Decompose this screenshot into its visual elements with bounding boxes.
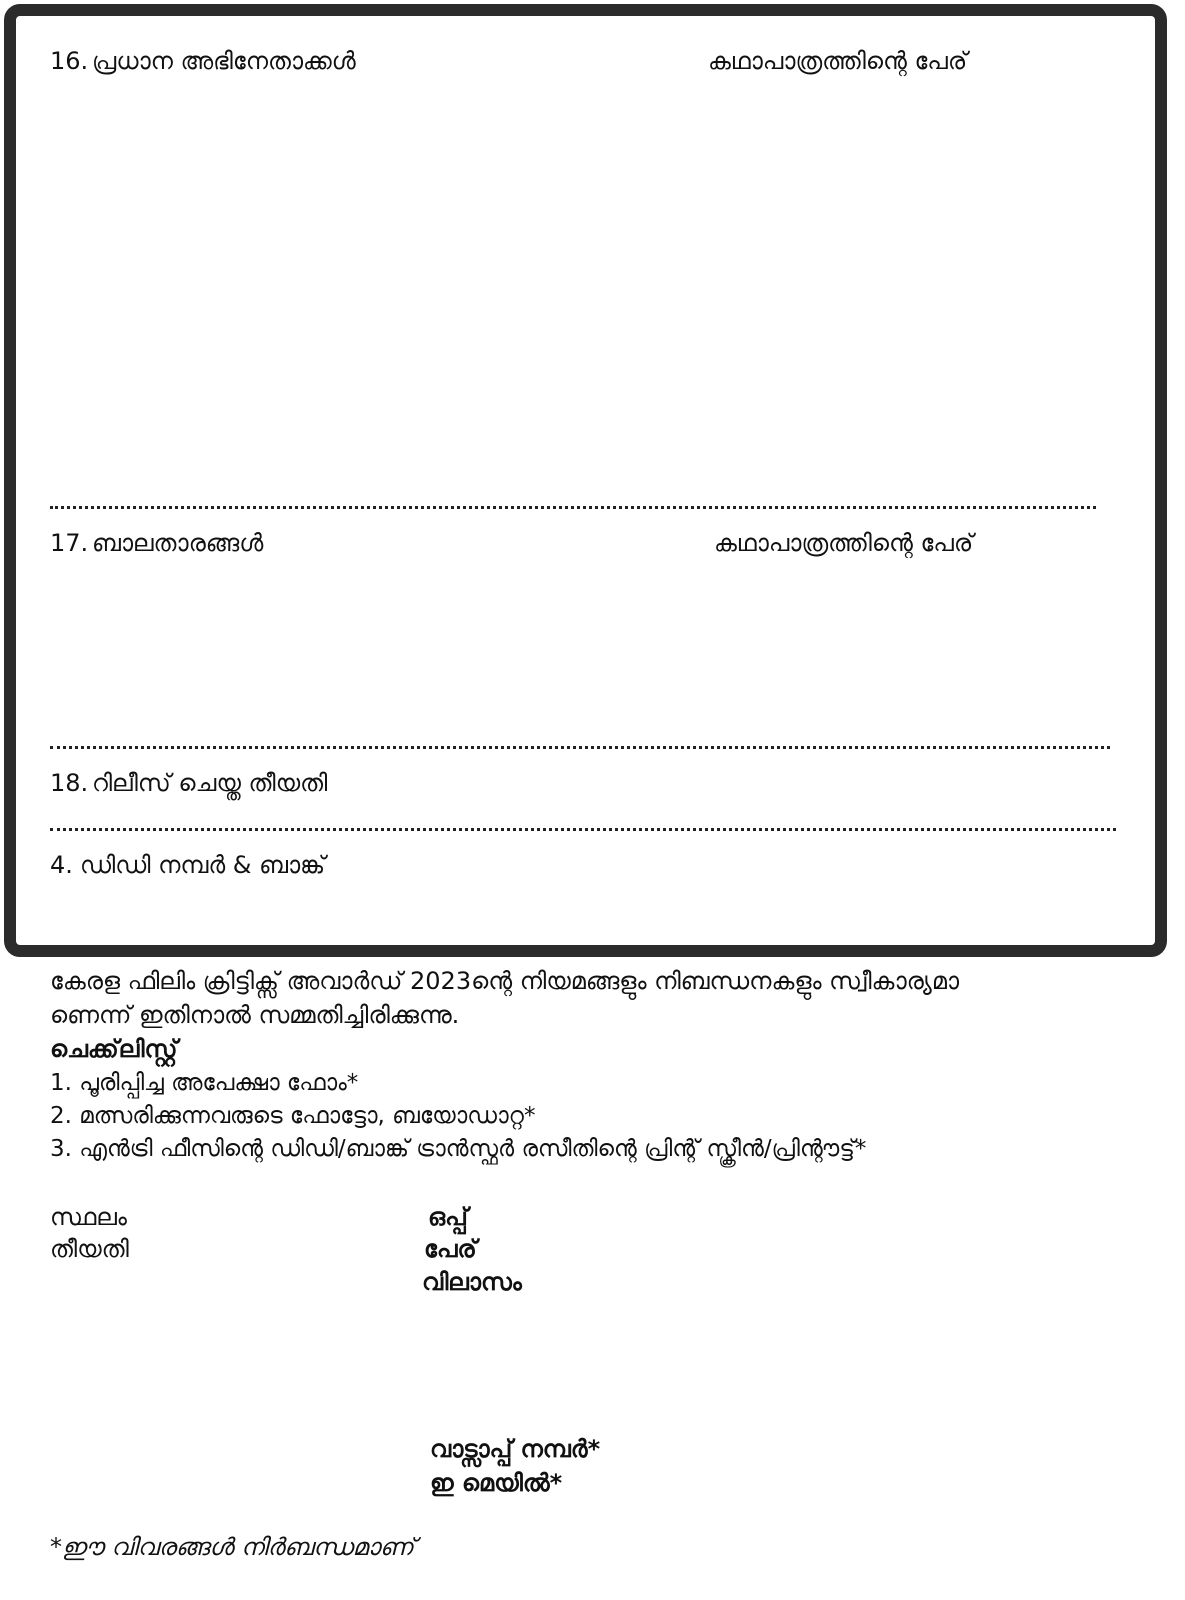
- mandatory-footnote: *ഈ വിവരങ്ങൾ നിർബന്ധമാണ്: [50, 1533, 414, 1561]
- item-16-label: പ്രധാന അഭിനേതാക്കൾ: [92, 47, 356, 75]
- item-17-label: ബാലതാരങ്ങൾ: [92, 529, 264, 557]
- email-label: ഇ മെയിൽ*: [430, 1469, 563, 1497]
- item-18-label: റിലീസ് ചെയ്ത തീയതി: [92, 769, 328, 797]
- item-18-number: 18.: [50, 769, 89, 797]
- item-18-divider: [50, 828, 1116, 831]
- checklist-item-3: 3. എൻട്രി ഫീസിന്റെ ഡിഡി/ബാങ്ക് ട്രാൻസ്ഫർ രസീതിന്റെ പ്രിന്റ് സ്ക്രീൻ/പ്രിന്റൗട്ട്*: [50, 1136, 867, 1162]
- item-4-label: ഡിഡി നമ്പർ & ബാങ്ക്: [80, 851, 326, 879]
- place-label: സ്ഥലം: [50, 1203, 127, 1231]
- item-16-divider: [50, 506, 1096, 509]
- item-17-character-name-label: കഥാപാത്രത്തിന്റെ പേര്: [714, 529, 974, 557]
- checklist-title: ചെക്ക്‌ലിസ്റ്റ്: [50, 1035, 178, 1063]
- declaration-line-2: ണെന്ന് ഇതിനാൽ സമ്മതിച്ചിരിക്കുന്നു.: [50, 1001, 460, 1029]
- form-section-box: [4, 4, 1167, 957]
- item-17-number: 17.: [50, 529, 89, 557]
- address-label: വിലാസം: [422, 1268, 522, 1296]
- checklist-item-1: 1. പൂരിപ്പിച്ച അപേക്ഷാ ഫോം*: [50, 1070, 359, 1096]
- item-16-number: 16.: [50, 47, 89, 75]
- declaration-line-1: കേരള ഫിലിം ക്രിട്ടിക്സ് അവാർഡ് 2023ന്റെ നിയമങ്ങളും നിബന്ധനകളും സ്വീകാര്യമാ: [50, 967, 960, 995]
- item-4-number: 4.: [50, 851, 73, 879]
- item-17-divider: [50, 746, 1110, 749]
- name-label: പേര്: [424, 1235, 477, 1263]
- date-label: തീയതി: [50, 1235, 129, 1263]
- checklist-item-2: 2. മത്സരിക്കുന്നവരുടെ ഫോട്ടോ, ബയോഡാറ്റ*: [50, 1103, 536, 1129]
- whatsapp-number-label: വാട്സാപ്പ് നമ്പർ*: [430, 1435, 601, 1463]
- signature-label: ഒപ്പ്: [428, 1203, 468, 1231]
- item-16-character-name-label: കഥാപാത്രത്തിന്റെ പേര്: [708, 47, 968, 75]
